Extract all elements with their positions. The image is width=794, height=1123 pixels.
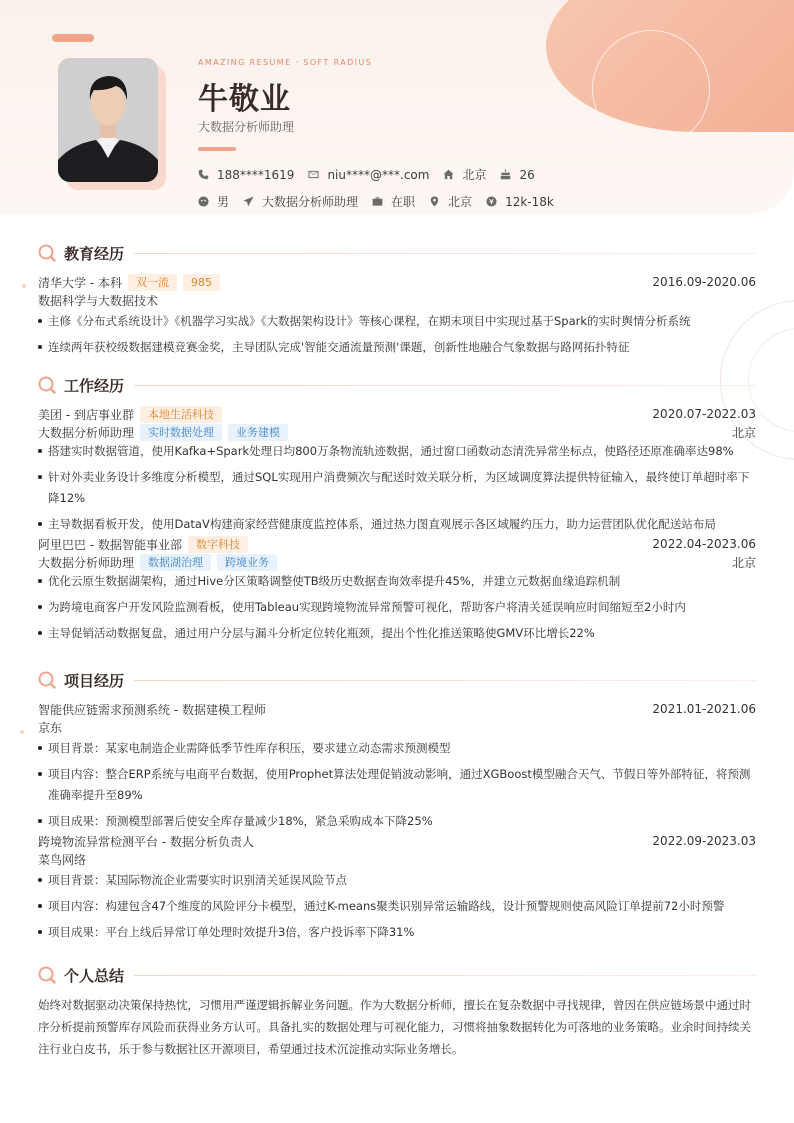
job-company-row	[38, 405, 756, 423]
info-target-role	[243, 193, 358, 210]
job-role-row	[38, 553, 756, 571]
info-employment-status	[372, 193, 415, 210]
section-divider	[134, 680, 756, 681]
page-decoration-dot	[20, 730, 24, 734]
avatar	[58, 58, 158, 182]
project-bullets	[38, 870, 756, 943]
list-item: 针对外卖业务设计多维度分析模型，通过SQL实现用户消费频次与配送时效关联分析，为区域调度算法提供特征输入，最终使订单超时率下降12%	[38, 467, 756, 509]
avatar-portrait-icon	[58, 58, 158, 182]
page-decoration-dot	[22, 284, 26, 288]
section-divider	[134, 975, 756, 976]
list-item: 项目内容：整合ERP系统与电商平台数据，使用Prophet算法处理促销波动影响，通过XGBoost模型融合天气、节假日等外部特征，将预测准确率提升至89%	[38, 764, 756, 806]
project-date: 2021.01-2021.06	[652, 702, 756, 716]
education-major: 数据科学与大数据技术	[38, 293, 159, 308]
list-item: 搭建实时数据管道，使用Kafka+Spark处理日均800万条物流轨迹数据，通过窗口函数动态清洗异常坐标点，使路径还原准确率达98%	[38, 441, 756, 462]
company-tag: 本地生活科技	[140, 406, 222, 423]
target-role-text: 大数据分析师助理	[262, 195, 359, 209]
employment-status-text: 在职	[391, 195, 416, 209]
section-title-icon	[38, 671, 56, 689]
gender-icon	[198, 196, 209, 207]
age-text: 26	[519, 167, 535, 182]
project-org-row	[38, 850, 756, 868]
summary-text: 始终对数据驱动决策保持热忱，习惯用严谨逻辑拆解业务问题。作为大数据分析师，擅长在复杂数据中寻找规律，曾因在供应链场景中通过时序分析提前预警库存风险而获得业务方认可。具备扎实的数据处理与可视化能力，习惯将抽象数据转化为可落地的业务策略。业余时间持续关注行业白皮书，乐于参与数据社区开源项目，希望通过技术沉淀推动实际业务增长。	[38, 998, 751, 1056]
job-role: 大数据分析师助理	[38, 425, 135, 440]
info-home	[443, 166, 486, 183]
school-tag: 985	[183, 274, 220, 291]
work-title: 工作经历	[64, 376, 125, 395]
phone-text: 188****1619	[217, 167, 295, 182]
gender-text: 男	[217, 195, 230, 209]
list-item: 优化云原生数据湖架构，通过Hive分区策略调整使TB级历史数据查询效率提升45%，并建立元数据血缘追踪机制	[38, 571, 756, 592]
salary-text: 12k-18k	[505, 194, 554, 209]
name-underline	[198, 147, 236, 151]
education-date: 2016.09-2020.06	[652, 275, 756, 289]
role-tag: 跨境业务	[217, 554, 277, 571]
summary-section	[38, 965, 756, 1060]
company-name: 美团 - 到店事业群	[38, 407, 134, 422]
education-section-header	[38, 243, 756, 263]
projects-title: 项目经历	[64, 671, 125, 690]
section-title-icon	[38, 966, 56, 984]
job-date: 2020.07-2022.03	[652, 407, 756, 421]
project-name: 跨境物流异常检测平台 - 数据分析负责人	[38, 834, 254, 849]
cake-icon	[500, 169, 511, 180]
job-role: 大数据分析师助理	[38, 555, 135, 570]
info-phone	[198, 168, 294, 182]
project-name: 智能供应链需求预测系统 - 数据建模工程师	[38, 702, 266, 717]
project-org: 菜鸟网络	[38, 852, 87, 867]
role-tag: 数据湖治理	[140, 554, 211, 571]
send-icon	[243, 196, 254, 207]
projects-section	[38, 670, 756, 948]
job-city: 北京	[731, 425, 756, 440]
home-text: 北京	[462, 168, 487, 182]
list-item: 项目背景：某国际物流企业需要实时识别清关延误风险节点	[38, 870, 756, 891]
education-section	[38, 243, 756, 363]
summary-title: 个人总结	[64, 966, 125, 985]
work-section	[38, 375, 756, 649]
school-name: 清华大学 - 本科	[38, 275, 122, 290]
info-gender	[198, 193, 229, 210]
phone-icon	[198, 169, 209, 180]
company-name: 阿里巴巴 - 数据智能事业部	[38, 537, 182, 552]
list-item: 主修《分布式系统设计》《机器学习实战》《大数据架构设计》等核心课程，在期末项目中实现过基于Spark的实时舆情分析系统	[38, 311, 756, 332]
project-name-row	[38, 832, 756, 850]
section-title-icon	[38, 376, 56, 394]
job-role-row	[38, 423, 756, 441]
list-item: 主导促销活动数据复盘，通过用户分层与漏斗分析定位转化瓶颈，提出个性化推送策略使GMV环比增长22%	[38, 623, 756, 644]
resume-header	[0, 0, 794, 214]
company-tag: 数字科技	[188, 536, 248, 553]
list-item: 项目成果：预测模型部署后使安全库存量减少18%，紧急采购成本下降25%	[38, 811, 756, 832]
project-org: 京东	[38, 720, 63, 735]
section-divider	[134, 253, 756, 254]
education-title: 教育经历	[64, 244, 125, 263]
job-date: 2022.04-2023.06	[652, 537, 756, 551]
contact-info-row	[198, 166, 549, 183]
job-bullets	[38, 571, 756, 644]
list-item: 项目背景：某家电制造企业需降低季节性库存积压，要求建立动态需求预测模型	[38, 738, 756, 759]
education-school-row	[38, 273, 756, 291]
job-company-row	[38, 535, 756, 553]
header-decoration-ring	[592, 30, 710, 148]
candidate-name: 牛敬业	[198, 82, 291, 117]
project-bullets	[38, 738, 756, 832]
briefcase-icon	[372, 196, 383, 207]
resume-tagline: AMAZING RESUME · SOFT RADIUS	[198, 58, 373, 67]
project-org-row	[38, 718, 756, 736]
education-bullets	[38, 311, 756, 358]
info-location	[429, 193, 472, 210]
location-icon	[429, 196, 440, 207]
work-section-header	[38, 375, 756, 395]
section-divider	[134, 385, 756, 386]
home-icon	[443, 169, 454, 180]
info-email	[308, 168, 429, 182]
job-city: 北京	[731, 555, 756, 570]
role-tag: 实时数据处理	[140, 424, 222, 441]
info-age	[500, 168, 534, 182]
list-item: 主导数据看板开发，使用DataV构建商家经营健康度监控体系，通过热力图直观展示各区域履约压力，助力运营团队优化配送站布局	[38, 514, 756, 535]
projects-section-header	[38, 670, 756, 690]
salary-icon	[486, 196, 497, 207]
email-text: niu****@***.com	[327, 167, 430, 182]
location-text: 北京	[448, 195, 473, 209]
education-major-row	[38, 291, 756, 309]
role-tag: 业务建模	[228, 424, 288, 441]
list-item: 为跨境电商客户开发风险监测看板，使用Tableau实现跨境物流异常预警可视化，帮助客户将清关延误响应时间缩短至2小时内	[38, 597, 756, 618]
project-name-row	[38, 700, 756, 718]
mail-icon	[308, 169, 319, 180]
summary-section-header	[38, 965, 756, 985]
job-bullets	[38, 441, 756, 535]
info-salary	[486, 195, 554, 209]
status-info-row	[198, 193, 568, 210]
list-item: 连续两年获校级数据建模竞赛金奖，主导团队完成'智能交通流量预测'课题，创新性地融合气象数据与路网拓扑特征	[38, 337, 756, 358]
list-item: 项目内容：构建包含47个维度的风险评分卡模型，通过K-means聚类识别异常运输路线，设计预警规则使高风险订单提前72小时预警	[38, 896, 756, 917]
list-item: 项目成果：平台上线后异常订单处理时效提升3倍，客户投诉率下降31%	[38, 922, 756, 943]
section-title-icon	[38, 244, 56, 262]
school-tag: 双一流	[128, 274, 177, 291]
project-date: 2022.09-2023.03	[652, 834, 756, 848]
candidate-subtitle: 大数据分析师助理	[198, 120, 295, 134]
header-accent-bar	[52, 34, 94, 42]
